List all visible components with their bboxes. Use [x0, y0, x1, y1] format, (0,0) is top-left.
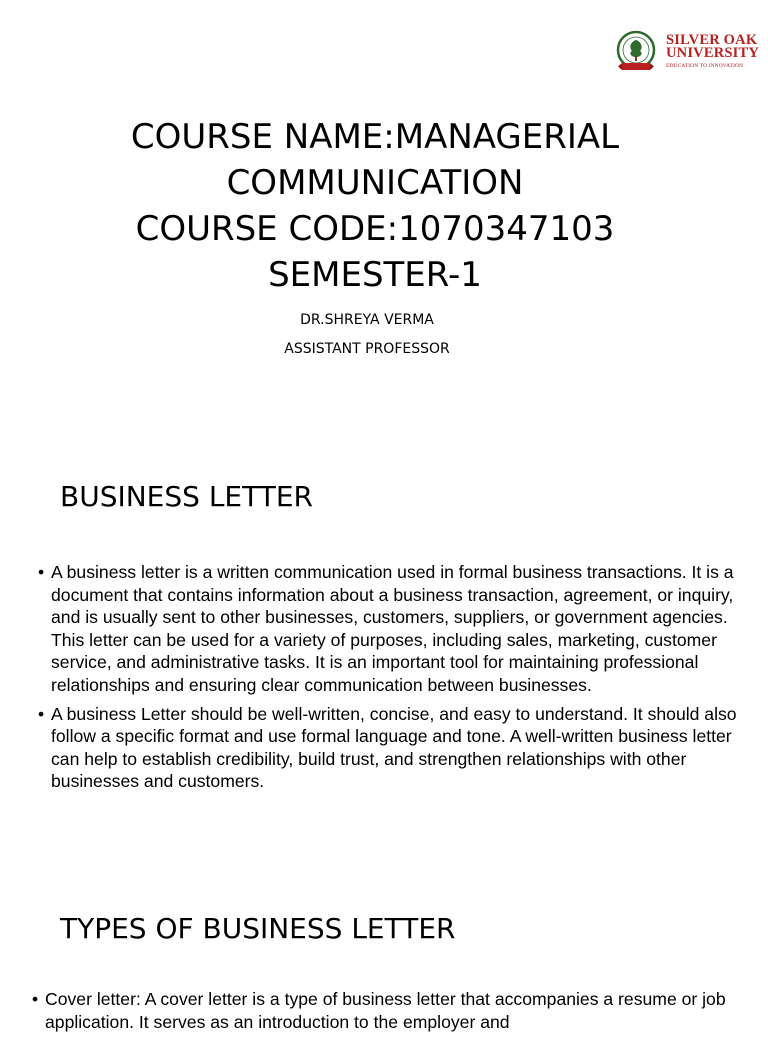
university-name-line1: SILVER OAK [666, 32, 758, 48]
university-name-line2: UNIVERSITY [666, 45, 760, 61]
bullet-text: • Cover letter: A cover letter is a type of business letter that accompanies a resume or job application. It serves as an introduction to the employer and [45, 989, 726, 1032]
author-name: DR.SHREYA VERMA [300, 312, 434, 328]
slide-heading: TYPES OF BUSINESS LETTER [60, 912, 456, 945]
university-name [666, 34, 766, 60]
bullet-list [32, 988, 754, 1039]
title-line: COURSE CODE:1070347103 [135, 209, 615, 249]
bullet-list [38, 561, 754, 799]
bullet-text: • A business Letter should be well-written, concise, and easy to understand. It should also follow a specific format and use formal language and tone. A well-written business letter can help to establish credibility, build trust, and strengthen relationships with other businesses and customers. [51, 703, 737, 792]
course-title [30, 114, 720, 298]
business-letter-slide [0, 440, 768, 870]
title-line: COURSE NAME:MANAGERIAL [130, 117, 620, 157]
author-role: ASSISTANT PROFESSOR [284, 341, 450, 357]
university-tagline: EDUCATION TO INNOVATION [666, 63, 744, 69]
bullet-item [38, 561, 754, 697]
title-slide [0, 0, 768, 440]
title-line: SEMESTER-1 [268, 255, 482, 295]
bullet-text: • A business letter is a written communication used in formal business transactions. It is a document that contains information about a business transaction, agreement, or inquiry, and is usually sent to other businesses, customers, suppliers, or government agencies. This letter can be used for a variety of purposes, including sales, marketing, customer service, and administrative tasks. It is an important tool for maintaining professional relationships and ensuring clear communication between businesses. [51, 562, 734, 695]
university-emblem-icon [614, 30, 662, 74]
title-line: COMMUNICATION [226, 163, 524, 203]
slide-heading: BUSINESS LETTER [60, 480, 313, 513]
types-of-business-letter-slide [0, 870, 768, 1032]
university-logo [614, 28, 764, 76]
bullet-item [38, 703, 754, 793]
bullet-item [32, 988, 754, 1033]
